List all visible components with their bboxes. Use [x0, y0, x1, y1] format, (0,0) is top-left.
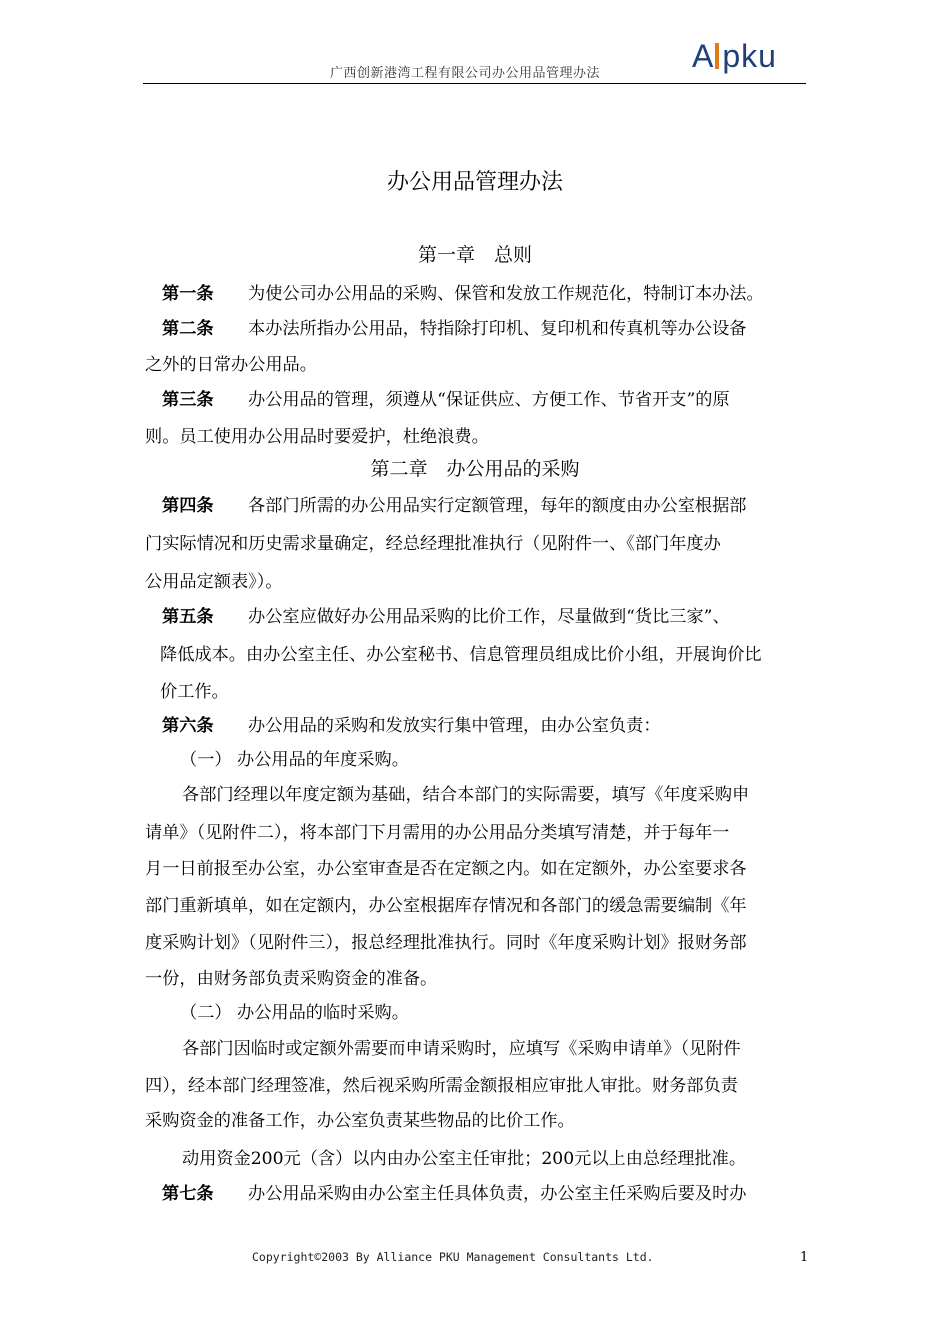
article-5-text-line-1: 办公室应做好办公用品采购的比价工作，尽量做到“货比三家”、 [248, 607, 730, 627]
article-6-sub-2: （二） 办公用品的临时采购。 [180, 1003, 409, 1023]
logo-letter-a: A [692, 38, 715, 74]
article-1 [162, 279, 764, 304]
article-6-para-3: 动用资金200元（含）以内由办公室主任审批；200元以上由总经理批准。 [182, 1149, 747, 1169]
article-6-para-2-line-1: 各部门因临时或定额外需要而申请采购时，应填写《采购申请单》（见附件 [182, 1039, 741, 1059]
article-6-sub-1: （一） 办公用品的年度采购。 [180, 750, 409, 770]
article-6 [162, 711, 661, 736]
article-2-text-line-2: 之外的日常办公用品。 [145, 355, 317, 375]
article-2-text-line-1: 本办法所指办公用品，特指除打印机、复印机和传真机等办公设备 [248, 319, 747, 339]
article-6-para-1-line-1: 各部门经理以年度定额为基础，结合本部门的实际需要，填写《年度采购申 [182, 785, 750, 805]
logo-orange-bar [715, 43, 719, 69]
article-6-para-1-line-6: 一份，由财务部负责采购资金的准备。 [145, 969, 438, 989]
article-6-para-1-line-5: 度采购计划》（见附件三），报总经理批准执行。同时《年度采购计划》报财务部 [145, 933, 747, 953]
article-4 [162, 491, 746, 516]
article-6-para-1-line-3: 月一日前报至办公室，办公室审查是否在定额之内。如在定额外，办公室要求各 [145, 859, 747, 879]
article-6-label: 第六条 [162, 716, 214, 736]
article-5-text-line-3: 价工作。 [160, 682, 229, 702]
article-7 [162, 1179, 746, 1204]
document-title: 办公用品管理办法 [386, 170, 563, 195]
article-7-text-line-1: 办公用品采购由办公室主任具体负责，办公室主任采购后要及时办 [248, 1184, 747, 1204]
article-6-para-1-line-4: 部门重新填单，如在定额内，办公室根据库存情况和各部门的缓急需要编制《年 [145, 896, 747, 916]
article-5-text-line-2: 降低成本。由办公室主任、办公室秘书、信息管理员组成比价小组，开展询价比 [160, 645, 762, 665]
article-4-text-line-1: 各部门所需的办公用品实行定额管理，每年的额度由办公室根据部 [248, 496, 747, 516]
article-5 [162, 602, 730, 627]
article-1-label: 第一条 [162, 284, 214, 304]
chapter-1-heading: 第一章 总则 [417, 244, 532, 266]
article-2-label: 第二条 [162, 319, 214, 339]
company-logo [692, 38, 777, 78]
article-7-label: 第七条 [162, 1184, 214, 1204]
header-rule [143, 83, 806, 84]
article-4-label: 第四条 [162, 496, 214, 516]
chapter-2-heading: 第二章 办公用品的采购 [370, 458, 580, 480]
logo-letters-pku: pku [722, 38, 777, 74]
running-header: 广西创新港湾工程有限公司办公用品管理办法 [330, 66, 601, 81]
article-6-para-2-line-2: 四），经本部门经理签准，然后视采购所需金额报相应审批人审批。财务部负责 [145, 1076, 738, 1096]
article-2 [162, 314, 746, 339]
article-3-label: 第三条 [162, 390, 214, 410]
footer-copyright: Copyright©2003 By Alliance PKU Management Consultants Ltd. [252, 1250, 654, 1264]
article-3 [162, 385, 730, 410]
article-4-text-line-2: 门实际情况和历史需求量确定，经总经理批准执行（见附件一、《部门年度办 [145, 534, 721, 554]
article-6-text-line-1: 办公用品的采购和发放实行集中管理，由办公室负责： [248, 716, 661, 736]
article-1-text: 为使公司办公用品的采购、保管和发放工作规范化，特制订本办法。 [248, 284, 764, 304]
article-3-text-line-1: 办公用品的管理，须遵从“保证供应、方便工作、节省开支”的原 [248, 390, 730, 410]
page-number: 1 [800, 1250, 809, 1265]
article-3-text-line-2: 则。员工使用办公用品时要爱护，杜绝浪费。 [145, 427, 489, 447]
article-5-label: 第五条 [162, 607, 214, 627]
article-6-para-1-line-2: 请单》（见附件二），将本部门下月需用的办公用品分类填写清楚，并于每年一 [145, 823, 730, 843]
article-6-para-2-line-3: 采购资金的准备工作，办公室负责某些物品的比价工作。 [145, 1111, 575, 1131]
article-4-text-line-3: 公用品定额表》）。 [145, 572, 283, 592]
